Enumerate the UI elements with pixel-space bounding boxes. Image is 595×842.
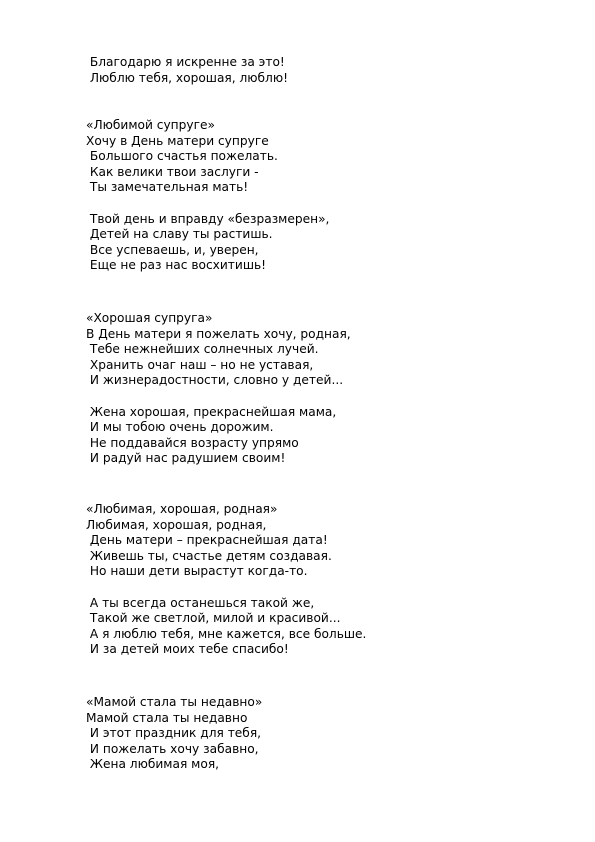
poem-line: Как велики твои заслуги - (86, 164, 259, 179)
poem-title: «Любимой супруге» (86, 118, 215, 132)
poem-2 (86, 311, 566, 467)
stanza-gap (86, 389, 566, 405)
poem-line: Благодарю я искренне за это! (86, 55, 285, 69)
intro-stanza (86, 55, 566, 86)
poem-line: Не поддавайся возрасту упрямо (86, 435, 299, 450)
poem-line: Жена любимая моя, (86, 757, 220, 772)
poem-line: В День матери я пожелать хочу, родная, (86, 326, 351, 341)
poem-line: Живешь ты, счастье детям создавая. (86, 548, 332, 563)
poem-line: И радуй нас радушием своим! (86, 451, 286, 466)
poem-title: «Хорошая супруга» (86, 311, 213, 325)
poem-line: Хранить очаг наш – но не уставая, (86, 357, 314, 372)
poem-line: Но наши дети вырастут когда-то. (86, 564, 308, 579)
poem-line: А ты всегда останешься такой же, (86, 595, 315, 610)
poem-line: Хочу в День матери супруге (86, 133, 269, 148)
poem-line: И мы тобою очень дорожим. (86, 420, 274, 435)
poem-line: Мамой стала ты недавно (86, 710, 248, 725)
poem-3 (86, 502, 566, 658)
poem-title: «Мамой стала ты недавно» (86, 695, 263, 709)
poem-4 (86, 695, 566, 773)
stanza-gap (86, 196, 566, 212)
poem-line: И жизнерадостности, словно у детей... (86, 373, 344, 388)
poem-line: Тебе нежнейших солнечных лучей. (86, 342, 319, 357)
poem-line: День матери – прекраснейшая дата! (86, 533, 328, 548)
poem-line: А я люблю тебя, мне кажется, все больше. (86, 626, 367, 641)
poem-line: И пожелать хочу забавно, (86, 741, 259, 756)
poem-line: И этот праздник для тебя, (86, 726, 262, 741)
poem-1 (86, 118, 566, 274)
poem-line: Жена хорошая, прекраснейшая мама, (86, 404, 337, 419)
poem-line: Люблю тебя, хорошая, люблю! (86, 70, 288, 85)
poem-line: Твой день и вправду «безразмерен», (86, 211, 330, 226)
poem-line: Все успеваешь, и, уверен, (86, 242, 259, 257)
poem-line: Ты замечательная мать! (86, 180, 249, 195)
poem-line: Детей на славу ты растишь. (86, 227, 273, 242)
poem-line: Еще не раз нас восхитишь! (86, 258, 267, 273)
poem-line: Такой же светлой, милой и красивой... (86, 611, 341, 626)
poem-line: Любимая, хорошая, родная, (86, 517, 267, 532)
poem-line: И за детей моих тебе спасибо! (86, 642, 289, 657)
poem-title: «Любимая, хорошая, родная» (86, 502, 278, 516)
poem-line: Большого счастья пожелать. (86, 149, 278, 164)
stanza-gap (86, 580, 566, 596)
